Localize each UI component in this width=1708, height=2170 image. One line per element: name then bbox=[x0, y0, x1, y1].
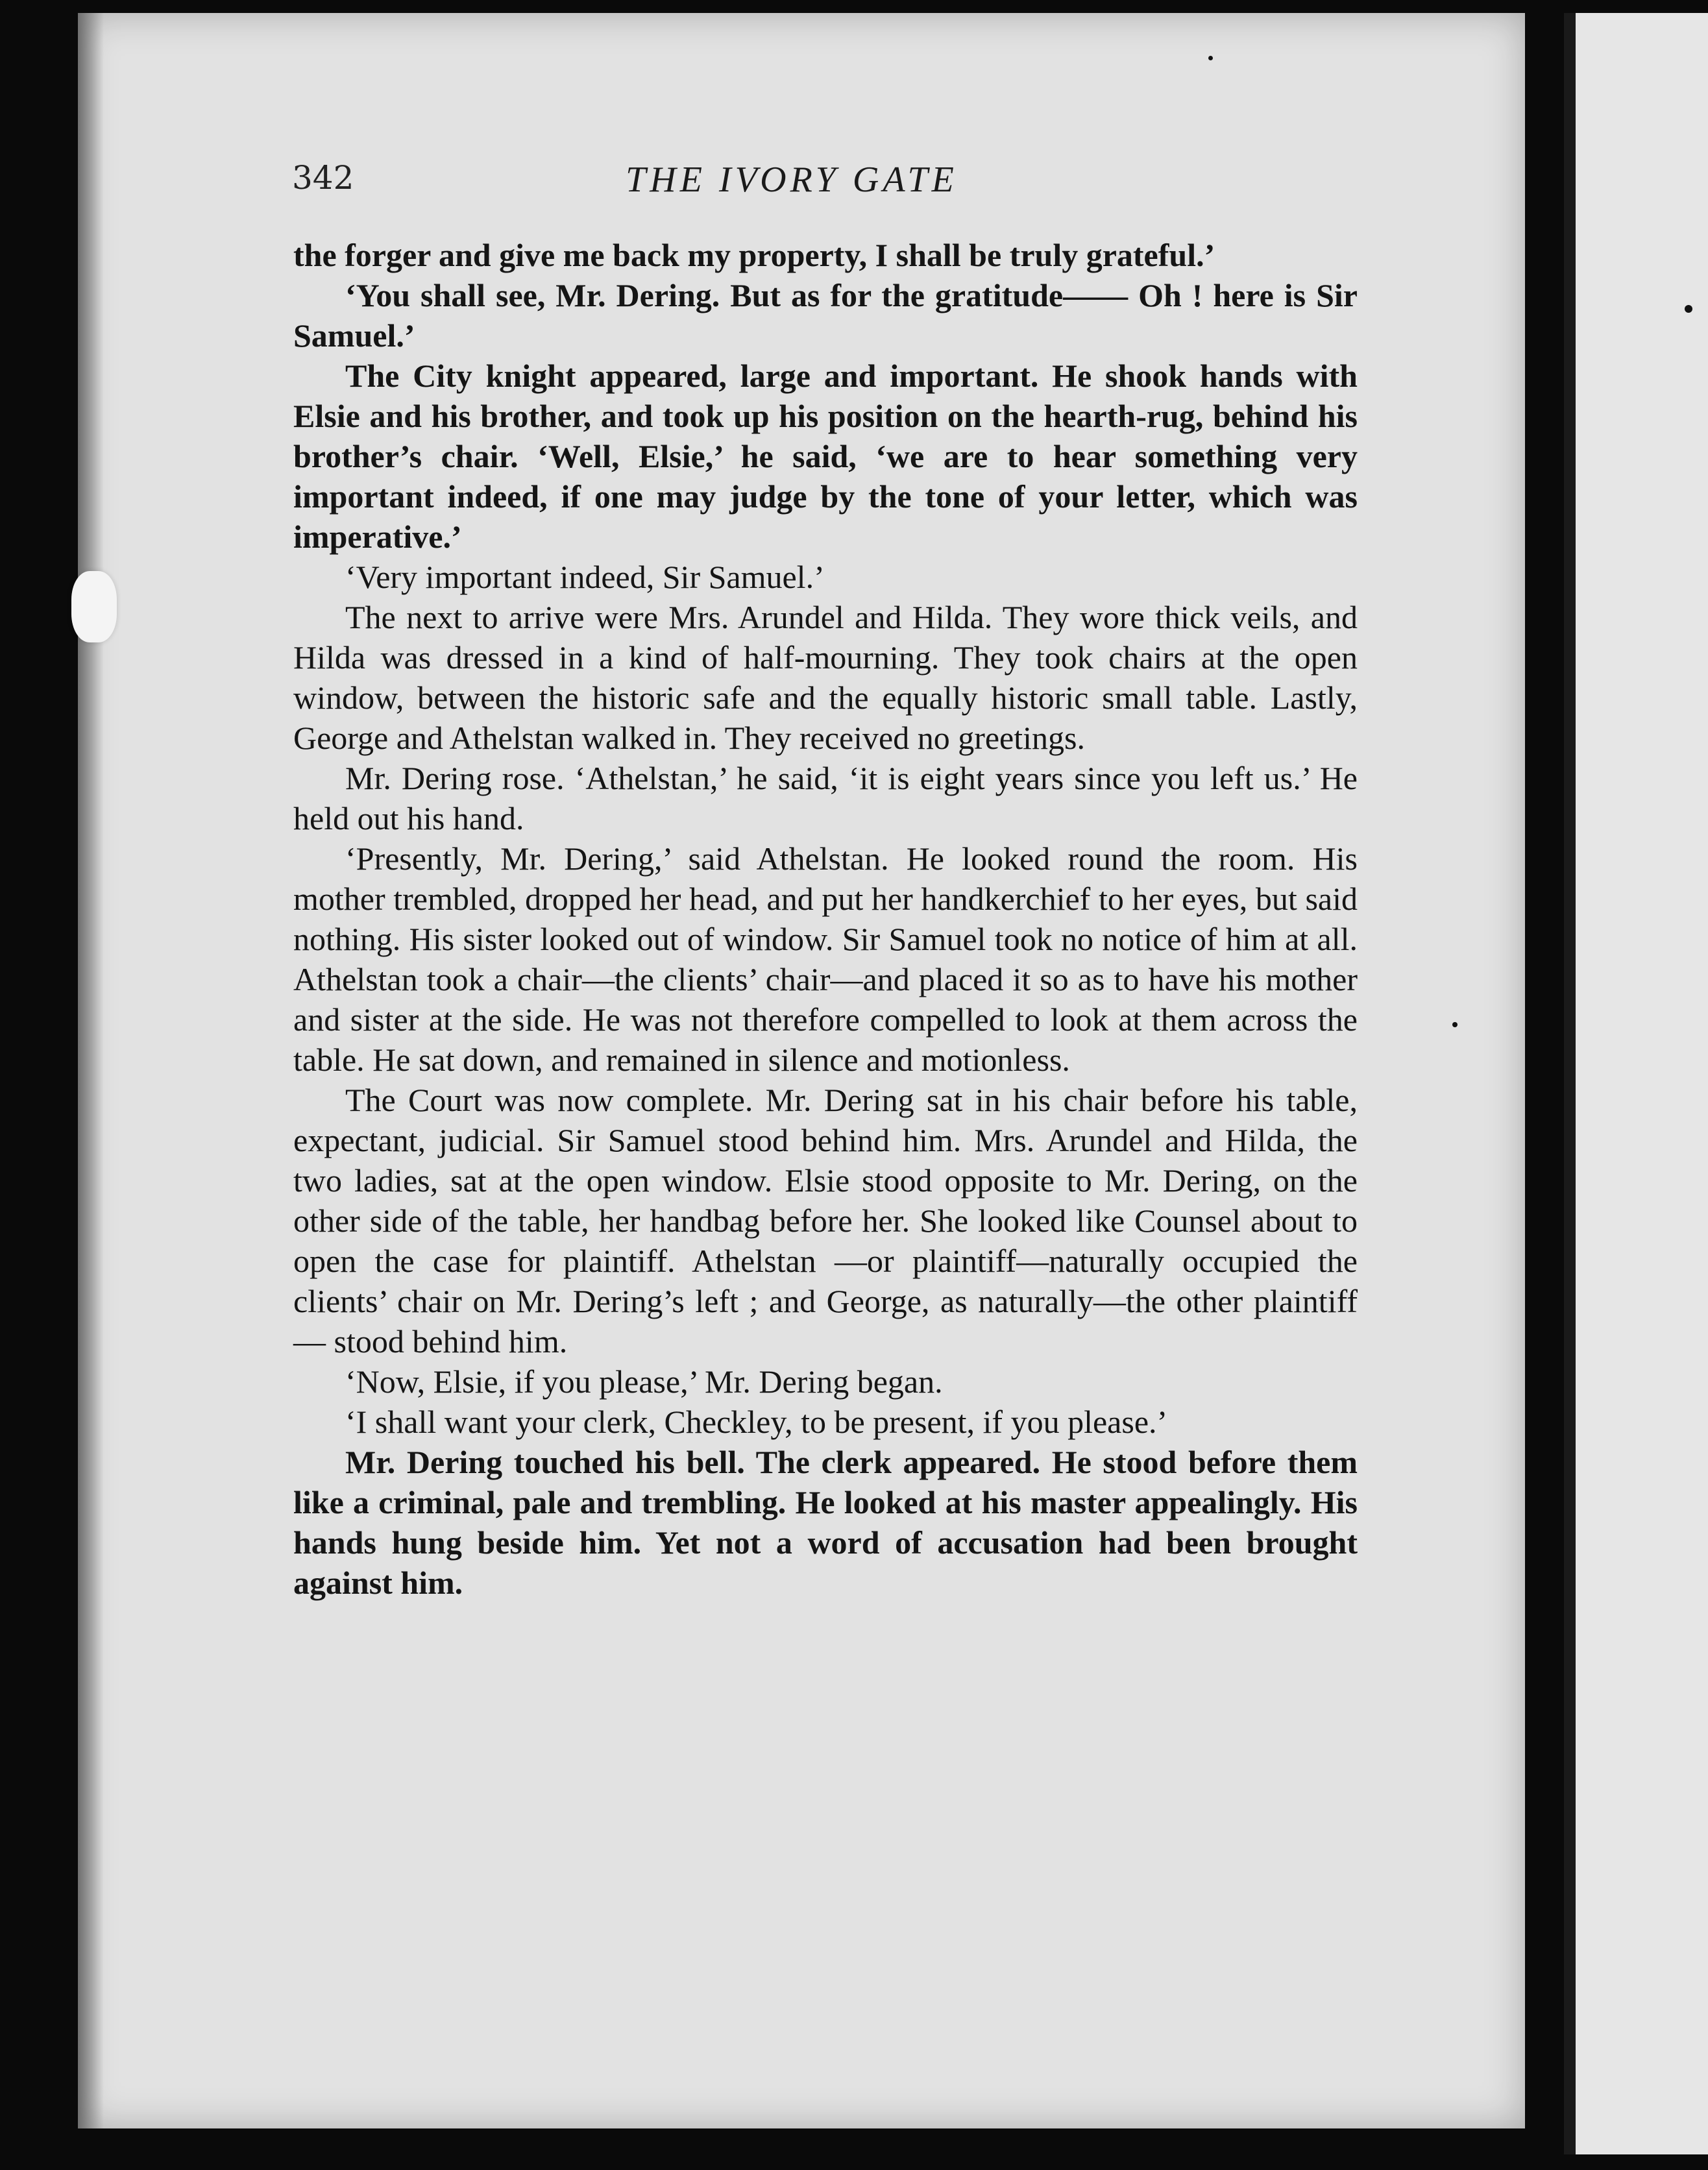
ink-speck bbox=[1208, 56, 1213, 60]
ink-speck bbox=[1452, 1022, 1458, 1027]
paragraph: ‘You shall see, Mr. Dering. But as for the gratitude—— Oh ! here is Sir Samuel.’ bbox=[293, 277, 1358, 354]
running-header bbox=[214, 159, 1369, 211]
adjacent-page-edge bbox=[1564, 13, 1576, 2154]
paragraph: Mr. Dering rose. ‘Athelstan,’ he said, ‘it is eight years since you left us.’ He held out his hand. bbox=[293, 760, 1358, 836]
paragraph: ‘Very important indeed, Sir Samuel.’ bbox=[345, 559, 825, 595]
paragraph: ‘I shall want your clerk, Checkley, to be present, if you please.’ bbox=[345, 1404, 1168, 1440]
paragraph: The City knight appeared, large and important. He shook hands with Elsie and his brother, and took up his position on the hearth-rug, behind his brother’s chair. ‘Well, Elsie,’ he said, ‘we are to hear something very important indeed, if one may judge by the tone of your letter, which was imperative.’ bbox=[293, 358, 1358, 555]
paragraph: the forger and give me back my property, I shall be truly grateful.’ bbox=[293, 237, 1215, 273]
paragraph: ‘Now, Elsie, if you please,’ Mr. Dering began. bbox=[345, 1363, 943, 1400]
ink-speck bbox=[1685, 305, 1692, 313]
adjacent-page bbox=[1564, 13, 1708, 2154]
page-body bbox=[293, 235, 1358, 1603]
paragraph: The next to arrive were Mrs. Arundel and Hilda. They wore thick veils, and Hilda was dressed in a kind of half-mourning. They took chairs at the open window, between the historic safe and the equally historic small table. Lastly, George and Athelstan walked in. They received no greetings. bbox=[293, 599, 1358, 756]
paragraph: The Court was now complete. Mr. Dering sat in his chair before his table, expectant, judicial. Sir Samuel stood behind him. Mrs. Arundel and Hilda, the two ladies, sat at the open window. Elsie stood opposite to Mr. Dering, on the other side of the table, her handbag before her. She looked like Counsel about to open the case for plaintiff. Athelstan —or plaintiff—naturally occupied the clients’ chair on Mr. Dering’s left ; and George, as naturally—the other plaintiff— stood behind him. bbox=[293, 1082, 1358, 1359]
page-number: 342 bbox=[292, 159, 354, 197]
paper-blot bbox=[71, 571, 117, 642]
paragraph: Mr. Dering touched his bell. The clerk appeared. He stood before them like a criminal, pale and trembling. He looked at his master appealingly. His hands hung beside him. Yet not a word of accusation had been brought against him. bbox=[293, 1444, 1358, 1601]
running-title: THE IVORY GATE bbox=[626, 160, 958, 200]
paragraph: ‘Presently, Mr. Dering,’ said Athelstan. He looked round the room. His mother trembled, dropped her head, and put her handkerchief to her eyes, but said nothing. His sister looked out of window. Sir Samuel took no notice of him at all. Athelstan took a chair—the clients’ chair—and placed it so as to have his mother and sister at the side. He was not therefore compelled to look at them across the table. He sat down, and remained in silence and motionless. bbox=[293, 840, 1358, 1078]
page-gutter-shadow bbox=[78, 13, 104, 2128]
